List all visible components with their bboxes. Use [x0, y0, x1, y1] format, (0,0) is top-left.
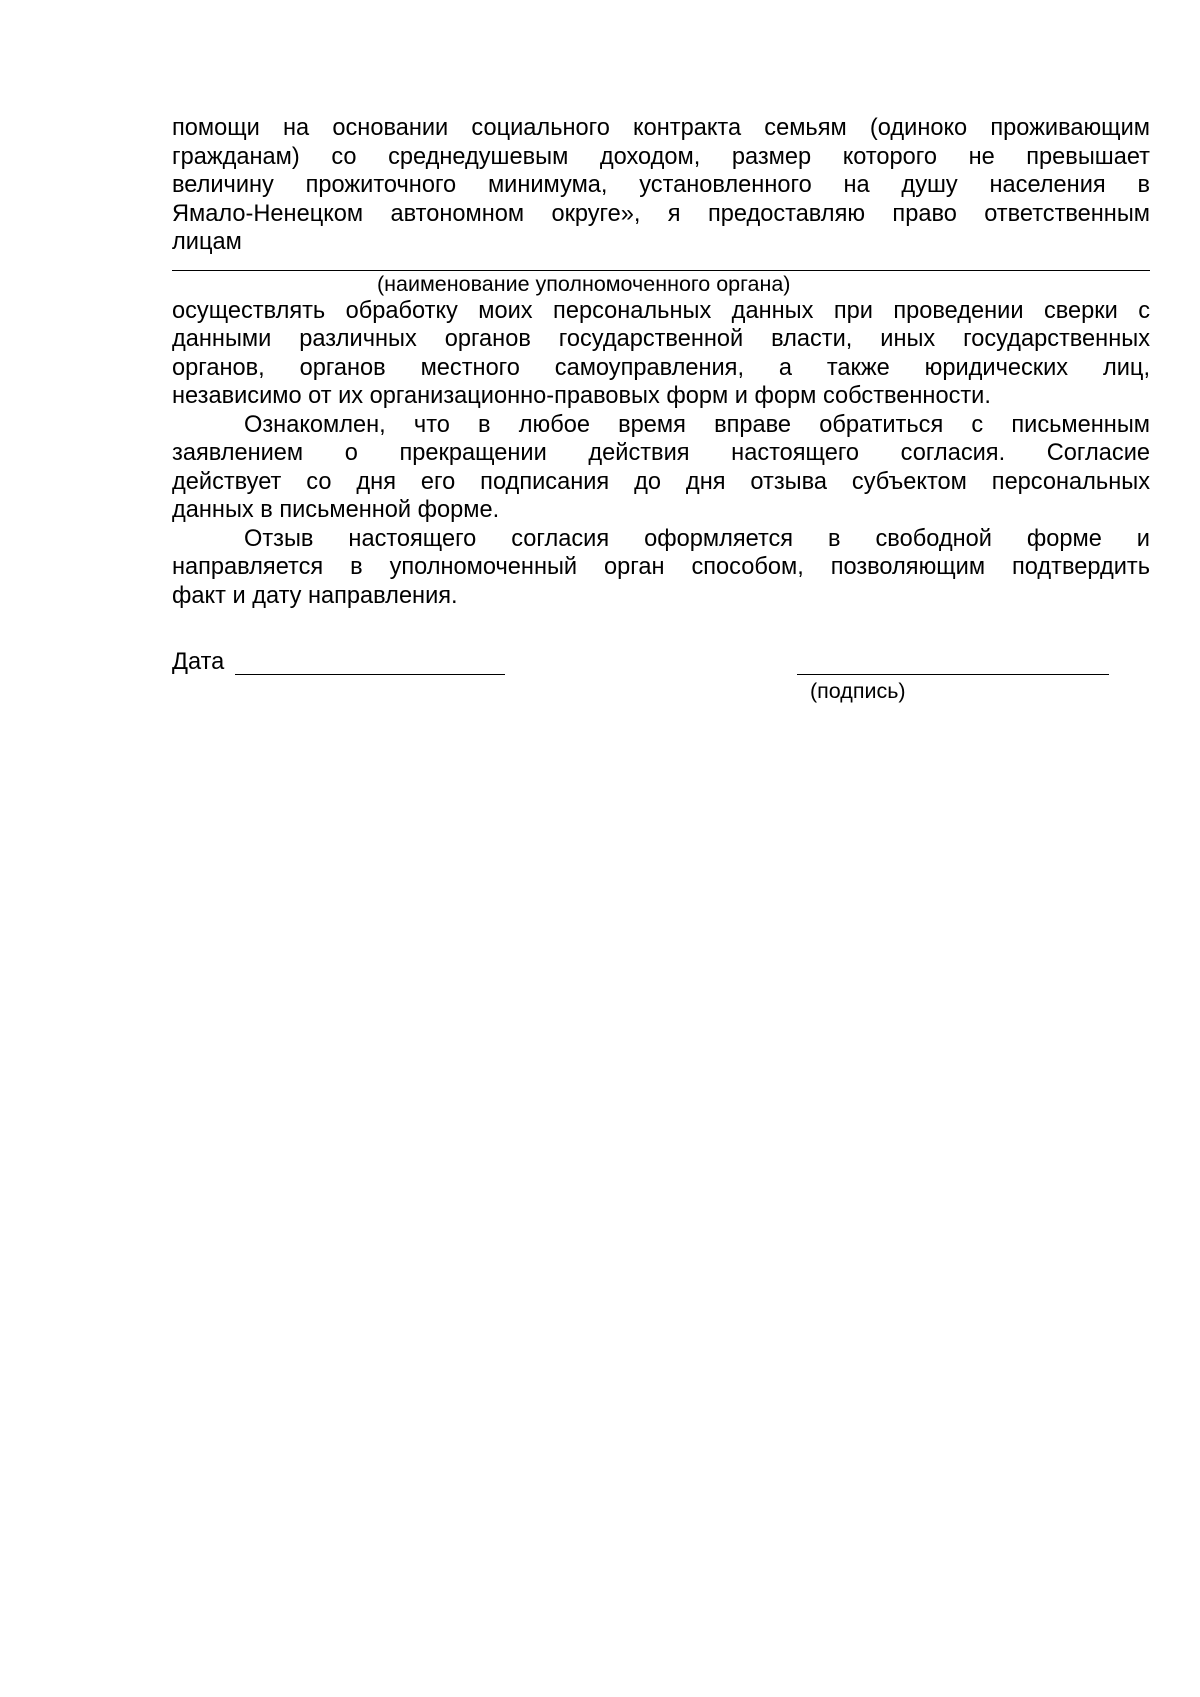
paragraph-revocation-right	[172, 411, 1150, 525]
paragraph-revocation-form	[172, 525, 1150, 611]
text-line: Отзыв настоящего согласия оформляется в свободной форме и	[244, 525, 1150, 552]
text-line: Ознакомлен, что в любое время вправе обратиться с письменным	[244, 411, 1150, 438]
authority-name-caption: (наименование уполномоченного органа)	[377, 271, 791, 296]
signature-block	[172, 648, 1150, 708]
text-line: направляется в уполномоченный орган способом, позволяющим подтвердить	[172, 554, 1150, 580]
text-line: помощи на основании социального контракта семьям (одиноко проживающим	[172, 115, 1150, 141]
text-line: факт и дату направления.	[172, 582, 458, 609]
text-line: данными различных органов государственной власти, иных государственных	[172, 326, 1150, 352]
signature-caption: (подпись)	[810, 679, 906, 703]
text-line: заявлением о прекращении действия настоящего согласия. Согласие	[172, 440, 1150, 466]
text-line: осуществлять обработку моих персональных данных при проведении сверки с	[172, 297, 1150, 324]
text-line: независимо от их организационно-правовых форм и форм собственности.	[172, 383, 991, 409]
text-line: органов, органов местного самоуправления, а также юридических лиц,	[172, 354, 1150, 381]
date-label: Дата	[172, 649, 225, 675]
document-body	[172, 114, 1150, 610]
text-line: данных в письменной форме.	[172, 497, 500, 523]
paragraph-processing-scope	[172, 297, 1150, 411]
text-line: лицам	[172, 229, 242, 255]
text-line: гражданам) со среднедушевым доходом, размер которого не превышает	[172, 143, 1150, 170]
text-line: Ямало-Ненецком автономном округе», я предоставляю право ответственным	[172, 200, 1150, 227]
paragraph-consent-intro	[172, 114, 1150, 257]
date-blank-line	[235, 674, 505, 675]
signature-blank-line	[797, 674, 1109, 675]
text-line: величину прожиточного минимума, установленного на душу населения в	[172, 172, 1150, 198]
text-line: действует со дня его подписания до дня отзыва субъектом персональных	[172, 468, 1150, 495]
